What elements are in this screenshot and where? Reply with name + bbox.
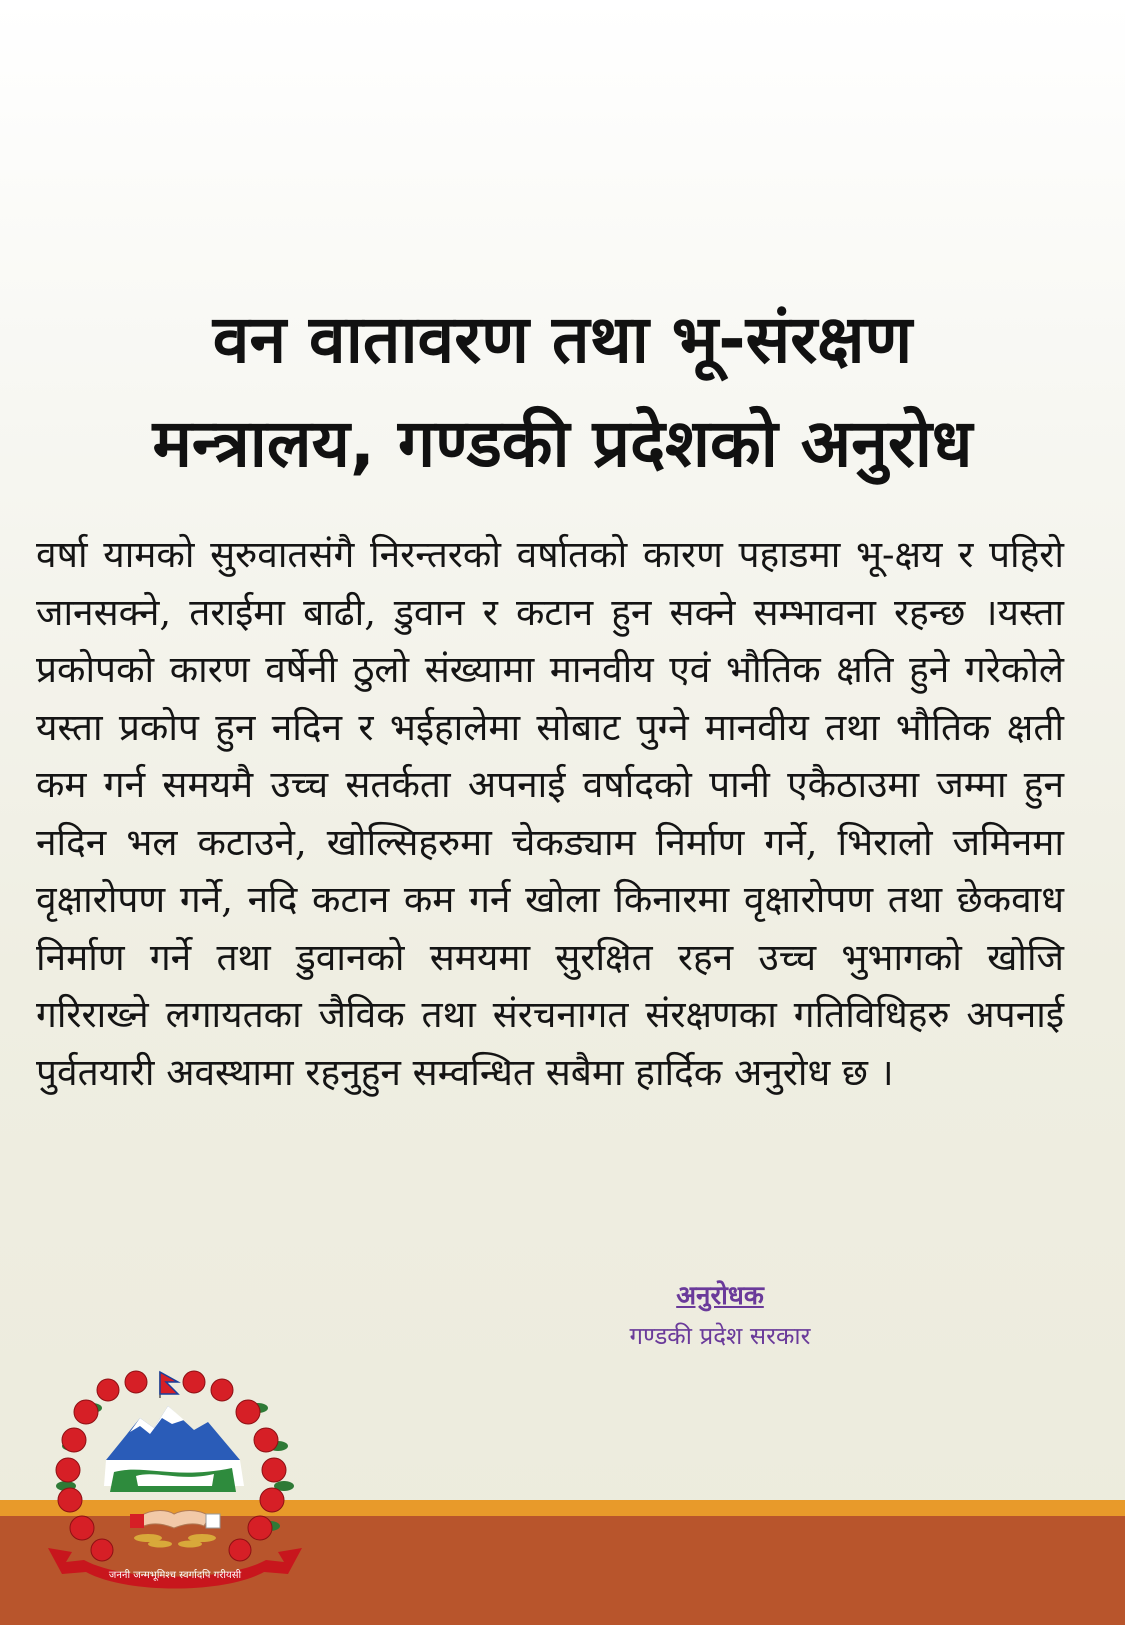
motto-ribbon [48, 1548, 302, 1589]
title-line-1: वन वातावरण तथा भू-संरक्षण [212, 301, 913, 378]
appeal-paragraph: वर्षा यामको सुरुवातसंगै निरन्तरको वर्षातको कारण पहाडमा भू-क्षय र पहिरो जानसक्ने, तराईमा बाढी, डुवान र कटान हुन सक्ने सम्भावना रहन्छ ।यस्ता प्रकोपको कारण वर्षेनी ठुलो संख्यामा मानवीय एवं भौतिक क्षति हुने गरेकोले यस्ता प्रकोप हुन नदिन र भईहालेमा सोबाट पुग्ने मानवीय तथा भौतिक क्षती कम गर्न समयमै उच्च सतर्कता अपनाई वर्षादको पानी एकैठाउमा जम्मा हुन नदिन भल कटाउने, खोल्सिहरुमा चेकड्याम निर्माण गर्ने, भिरालो जमिनमा वृक्षारोपण गर्ने, नदि कटान कम गर्न खोला किनारमा वृक्षारोपण तथा छेकवाध निर्माण गर्ने तथा डुवानको समयमा सुरक्षित रहन उच्च भुभागको खोजि गरिराख्ने लगायतका जैविक तथा संरचनागत संरक्षणका गतिविधिहरु अपनाई पुर्वतयारी अवस्थामा रहनुहुन सम्वन्धित सबैमा हार्दिक अनुरोध छ । [36, 533, 1064, 1094]
page-title [40, 288, 1085, 496]
signature-label: अनुरोधक [676, 1281, 764, 1311]
title-line-2: मन्त्रालय, गण्डकी प्रदेशको अनुरोध [152, 405, 973, 482]
signature-organization: गण्डकी प्रदेश सरकार [629, 1322, 811, 1350]
wheat-icon [134, 1534, 216, 1548]
nepal-emblem-icon [44, 1368, 306, 1590]
signature-block [560, 1276, 880, 1356]
nepal-flag-icon [160, 1372, 178, 1398]
handshake-icon [130, 1511, 220, 1529]
mountain-icon [104, 1406, 244, 1492]
emblem-motto: जननी जन्मभूमिश्च स्वर्गादपि गरीयसी [108, 1570, 242, 1581]
